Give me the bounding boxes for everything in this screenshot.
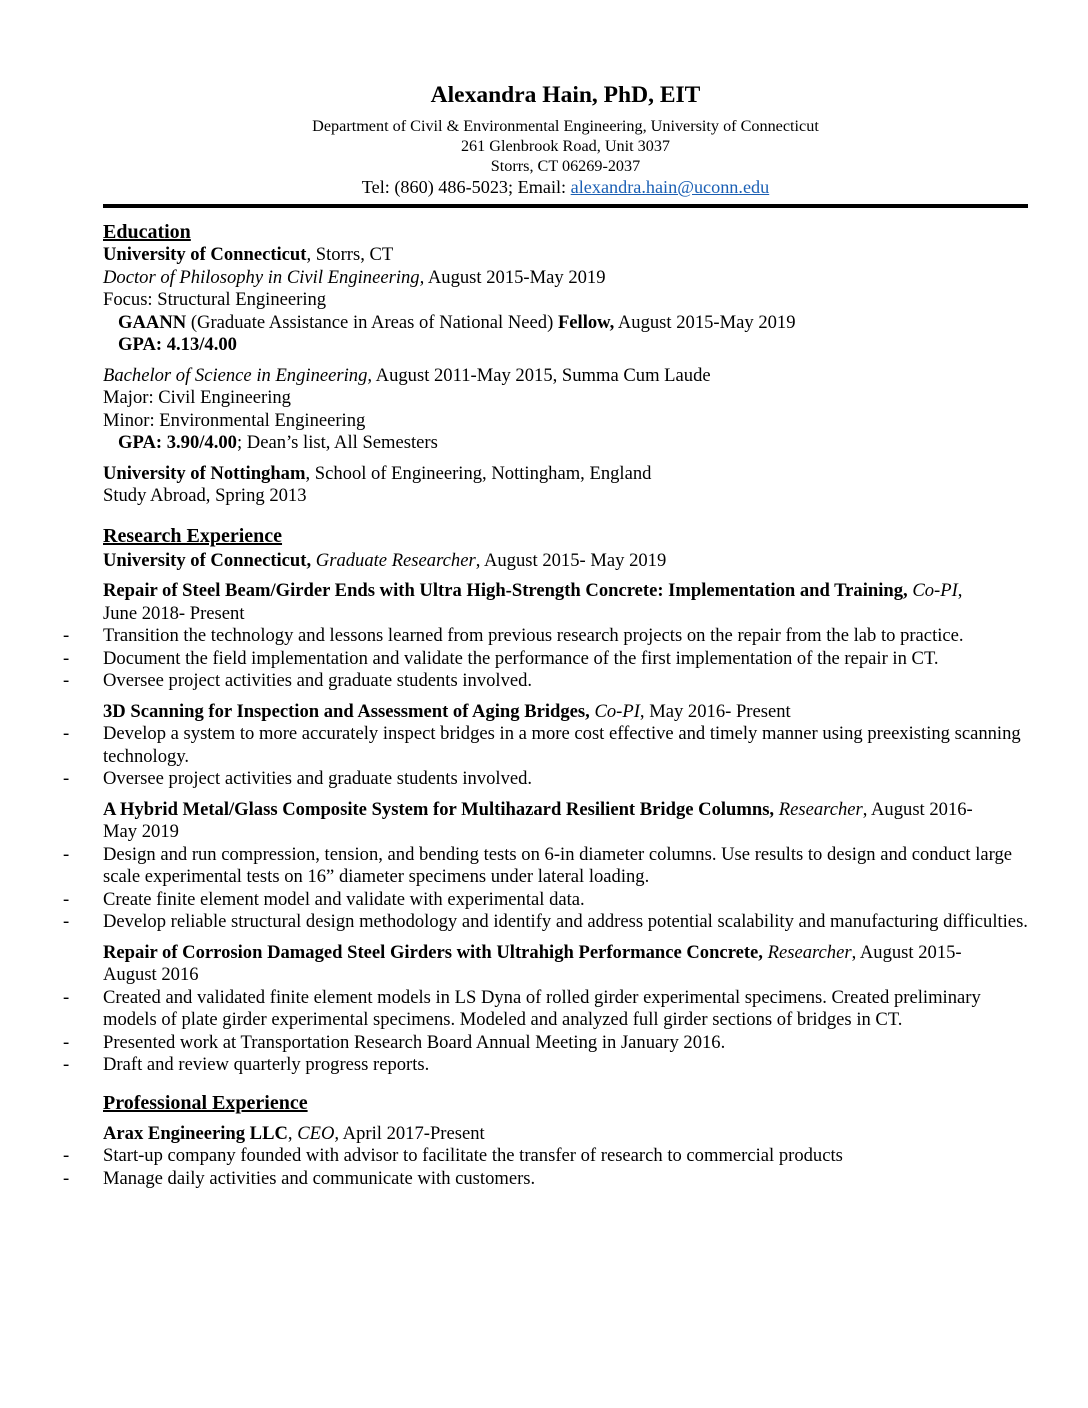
dash-bullet-icon: - [63,1031,70,1053]
bullet-text: Start-up company founded with advisor to facilitate the transfer of research to commercial products [103,1145,843,1166]
dash-bullet-icon: - [63,1054,70,1075]
dash-bullet-icon: - [63,986,70,1008]
education-uconn [103,244,1028,455]
resume-header [103,0,1028,198]
header-divider [103,204,1028,208]
bullet-item [63,986,1028,1032]
email-link[interactable]: alexandra.hain@uconn.edu [570,177,770,197]
research-project [63,941,1028,1077]
fellowship-acronym: GAANN [118,311,187,333]
school-name: University of Nottingham [103,462,306,484]
research-project [63,700,1028,791]
phd-gpa: GPA: 4.13/4.00 [118,334,237,355]
street-address: 261 Glenbrook Road, Unit 3037 [460,137,671,155]
research-role: Graduate Researcher [315,549,476,571]
school-location: , Storrs, CT [306,244,394,265]
dash-bullet-icon: - [63,1167,70,1189]
degree-name: Doctor of Philosophy in Civil Engineering, [103,266,425,288]
school-location: , School of Engineering, Nottingham, England [305,462,652,484]
bullet-text: Presented work at Transportation Research Board Annual Meeting in January 2016. [103,1031,726,1053]
bs-honors: ; Dean’s list, All Semesters [236,432,438,453]
fellowship-name: (Graduate Assistance in Areas of National Need) [186,311,558,333]
project-dates: , August 2015- [851,941,962,963]
resume-page [63,0,1028,1190]
bullet-text: Create finite element model and validate with experimental data. [103,888,585,910]
research-project [63,580,1028,693]
bullet-item [63,1145,1028,1168]
research-project [63,798,1028,934]
bullet-text: Develop reliable structural design methodology and identify and address potential scalability and manufacturing difficulties. [103,911,1028,932]
degree-minor: Minor: Environmental Engineering [103,409,366,431]
bullet-item [63,1031,1028,1055]
research-org: University of Connecticut, [103,549,312,571]
bullet-text: Document the field implementation and validate the performance of the first implementation of the repair in CT. [103,647,939,669]
degree-major: Major: Civil Engineering [103,387,291,408]
fellowship-dates: August 2015-May 2019 [614,311,796,333]
bullet-text: Oversee project activities and graduate students involved. [103,768,533,789]
phone-label: Tel: (860) 486-5023; Email: [361,177,571,197]
project-role: Co-PI [594,700,640,722]
education-nottingham [103,463,1028,508]
bullet-item [63,647,1028,671]
project-role: Co-PI [912,580,958,601]
bullet-item [63,723,1028,768]
project-dates: , [957,580,963,601]
research-projects [63,580,1028,1077]
job-bullets [63,1145,1028,1190]
project-bullets [63,723,1028,791]
project-role: Researcher [767,941,852,963]
degree-name: Bachelor of Science in Engineering, [103,364,373,386]
department: Department of Civil & Environmental Engineering, University of Connecticut [312,117,819,135]
project-dates-continued: June 2018- Present [103,602,245,624]
bullet-item [63,768,1028,791]
section-title-professional: Professional Experience [103,1091,308,1114]
project-dates: , May 2016- Present [639,700,791,722]
project-bullets [63,986,1028,1077]
dash-bullet-icon: - [63,1145,70,1166]
bullet-item [63,911,1028,934]
research-dates: , August 2015- May 2019 [475,549,667,571]
project-title: Repair of Steel Beam/Girder Ends with Ultra High-Strength Concrete: Implementation and Training, [103,580,908,601]
job-org: Arax Engineering LLC [103,1122,288,1144]
dash-bullet-icon: - [63,647,70,669]
project-role: Researcher [778,798,863,820]
city-state-zip: Storrs, CT 06269-2037 [490,157,641,175]
dash-bullet-icon: - [63,768,70,789]
section-title-education: Education [103,221,191,243]
dash-bullet-icon: - [63,670,70,691]
job-dates: April 2017-Present [339,1122,485,1144]
dash-bullet-icon: - [63,723,70,744]
bullet-text: Design and run compression, tension, and bending tests on 6-in diameter columns. Use results to design and conduct large scale experimental tests on 16” diameter specimens under lateral loading. [103,843,1013,887]
job-entry [63,1122,1028,1191]
project-bullets [63,625,1028,693]
dash-bullet-icon: - [63,888,70,910]
project-dates-continued: August 2016 [103,964,199,985]
candidate-name: Alexandra Hain, PhD, EIT [430,82,701,108]
school-name: University of Connecticut [103,244,307,265]
bullet-item [63,625,1028,648]
bullet-text: Created and validated finite element models in LS Dyna of rolled girder experimental specimens. Created preliminary models of plate girder experimental specimens. Modeled and analyzed full girder sections of bridges in CT. [103,986,981,1030]
degree-dates: August 2011-May 2015, Summa Cum Laude [372,364,711,386]
contact-line [103,176,1028,198]
project-dates: , August 2016- [862,798,973,820]
bullet-item [63,888,1028,912]
bullet-text: Oversee project activities and graduate students involved. [103,670,533,691]
bullet-item [63,670,1028,693]
project-title: 3D Scanning for Inspection and Assessment of Aging Bridges, [103,700,590,722]
bullet-item [63,843,1028,889]
bullet-text: Transition the technology and lessons learned from previous research projects on the repair from the lab to practice. [103,625,964,646]
project-title: Repair of Corrosion Damaged Steel Girders with Ultrahigh Performance Concrete, [103,941,763,963]
job-role: CEO, [297,1122,340,1144]
bullet-text: Manage daily activities and communicate with customers. [103,1167,536,1189]
bullet-item [63,1054,1028,1077]
degree-dates: August 2015-May 2019 [424,266,606,288]
dash-bullet-icon: - [63,843,70,865]
professional-jobs [63,1122,1028,1191]
bullet-item [63,1167,1028,1191]
bullet-text: Develop a system to more accurately inspect bridges in a more cost effective and timely manner using preexisting scanning technology. [103,723,1021,767]
dash-bullet-icon: - [63,625,70,646]
section-title-research: Research Experience [103,524,283,547]
project-title: A Hybrid Metal/Glass Composite System for Multihazard Resilient Bridge Columns, [103,798,775,820]
research-org-line [103,550,1028,573]
degree-focus: Focus: Structural Engineering [103,289,327,310]
project-bullets [63,843,1028,934]
bs-gpa: GPA: 3.90/4.00 [118,432,237,453]
project-dates-continued: May 2019 [103,821,179,842]
bullet-text: Draft and review quarterly progress reports. [103,1054,430,1075]
fellowship-role: Fellow, [557,311,615,333]
job-sep: , [287,1122,298,1144]
dash-bullet-icon: - [63,911,70,932]
study-abroad: Study Abroad, Spring 2013 [103,485,307,506]
